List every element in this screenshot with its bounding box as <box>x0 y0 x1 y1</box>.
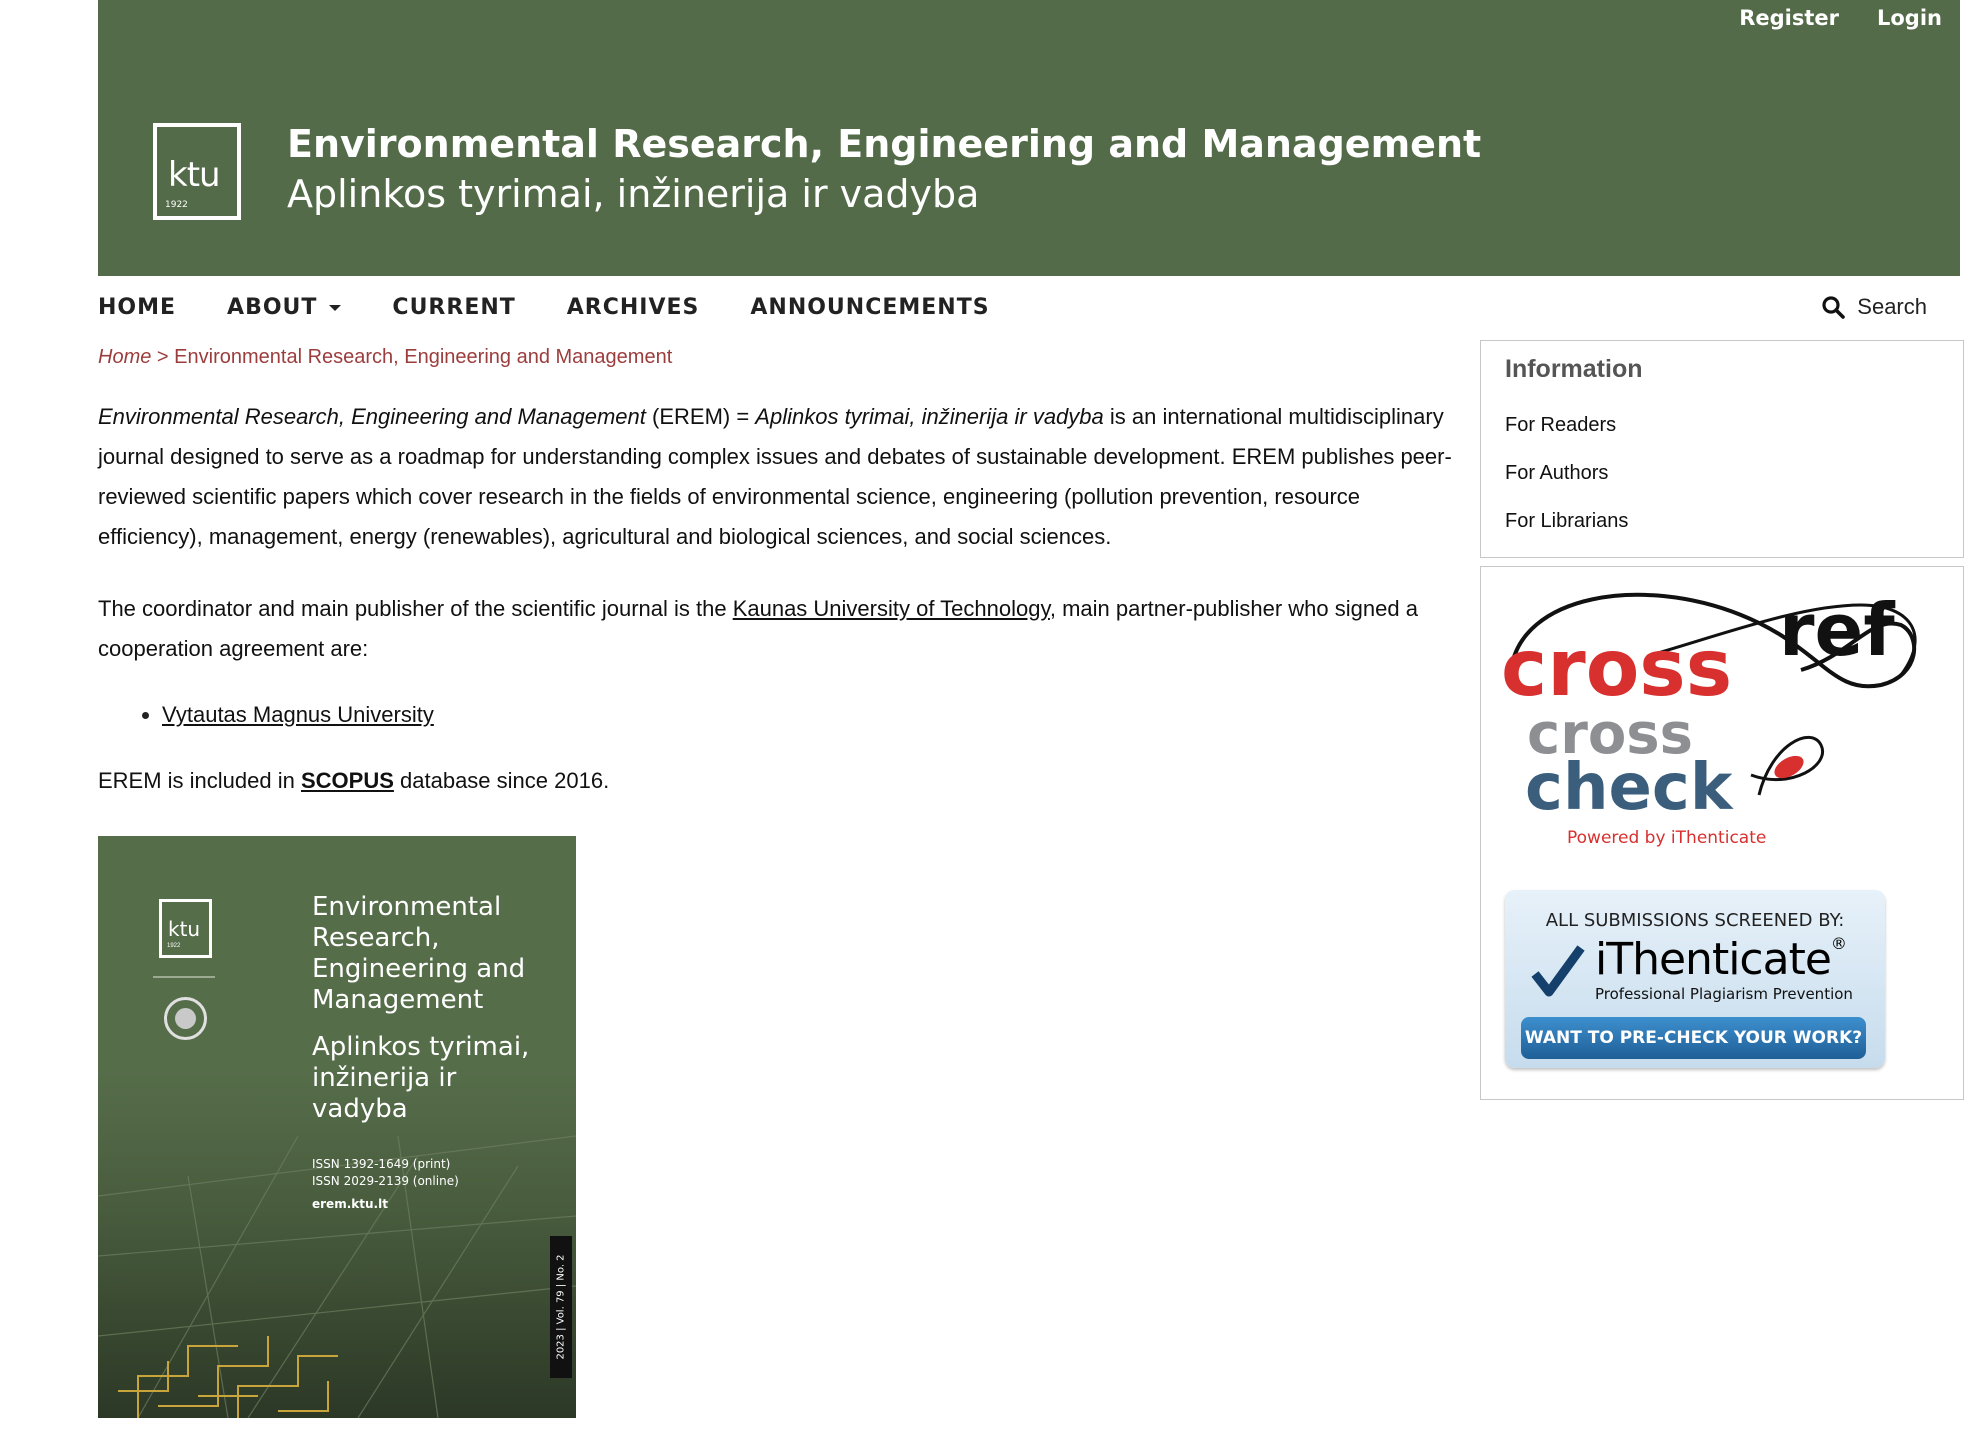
cover-logo-year: 1922 <box>167 943 181 949</box>
breadcrumb-separator: > <box>156 346 169 368</box>
scopus-text-after: database since 2016. <box>393 768 610 793</box>
scopus-paragraph <box>98 761 1458 801</box>
site-title-lt: Aplinkos tyrimai, inžinerija ir vadyba <box>287 172 980 216</box>
cover-title-line: inžinerija ir <box>312 1063 457 1093</box>
for-authors-link[interactable]: For Authors <box>1505 462 1609 484</box>
sidebar <box>1480 340 1964 1100</box>
powered-by-text: Powered by iThenticate <box>1567 828 1767 848</box>
information-title: Information <box>1505 355 1643 383</box>
journal-description <box>98 397 1458 557</box>
ithenticate-brand <box>1595 934 1846 985</box>
cover-title-en <box>312 892 529 1016</box>
cover-title-line: Engineering and <box>312 954 526 984</box>
information-block <box>1480 340 1964 558</box>
logo-text: ktu <box>168 155 220 195</box>
journal-description-text: is an international multidisciplinary journal designed to serve as a roadmap for understanding complex issues and debates of sustainable development. EREM publishes peer-reviewed scientific papers which cover research in the fields of environmental science, engineering (pollution prevention, resource efficiency), management, energy (renewables), agricultural and biological sciences, and social sciences. <box>98 404 1452 549</box>
list-item <box>1505 461 1628 485</box>
ithenticate-badge[interactable] <box>1505 890 1885 1090</box>
vmu-link[interactable]: Vytautas Magnus University <box>162 702 434 727</box>
crossref-ref-text: ref <box>1779 588 1895 672</box>
list-item <box>162 695 1458 735</box>
crossref-cross-text: cross <box>1501 624 1733 714</box>
cover-volume-label: 2023 | Vol. 79 | No. 2 <box>555 1254 567 1360</box>
ktu-logo[interactable] <box>153 123 241 220</box>
precheck-button-label: WANT TO PRE-CHECK YOUR WORK? <box>1524 1028 1863 1048</box>
cover-volume-strip <box>550 1236 572 1378</box>
site-header <box>98 0 1960 276</box>
scopus-text-before: EREM is included in <box>98 768 301 793</box>
badges-block <box>1480 566 1964 1100</box>
search-label: Search <box>1857 294 1927 319</box>
nav-archives[interactable]: ARCHIVES <box>566 295 700 320</box>
journal-abbr: (EREM) = <box>645 404 756 429</box>
publisher-text-before: The coordinator and main publisher of the scientific journal is the <box>98 596 733 621</box>
breadcrumb-home[interactable]: Home <box>98 346 152 368</box>
search-icon <box>1821 295 1845 319</box>
ktu-link[interactable]: Kaunas University of Technology <box>732 596 1050 621</box>
cover-title-line: Aplinkos tyrimai, <box>312 1032 530 1062</box>
precheck-button[interactable] <box>1521 1017 1866 1090</box>
scopus-link[interactable]: SCOPUS <box>300 768 394 793</box>
publisher-text-after: , main partner-publisher who signed a cooperation agreement are: <box>98 596 1418 661</box>
cover-issn-info <box>312 1156 459 1213</box>
site-title[interactable] <box>287 122 1481 216</box>
cover-ktu-logo <box>159 899 212 958</box>
journal-cover-image[interactable] <box>98 836 576 1418</box>
cover-issn-online: ISSN 2029-2139 (online) <box>312 1174 459 1188</box>
cover-url: erem.ktu.lt <box>312 1197 388 1211</box>
university-seal-icon <box>164 997 207 1040</box>
ithenticate-screened-text: ALL SUBMISSIONS SCREENED BY: <box>1545 910 1845 931</box>
cover-issn-print: ISSN 1392-1649 (print) <box>312 1157 451 1171</box>
caret-down-icon <box>329 305 341 311</box>
journal-title-lt: Aplinkos tyrimai, inžinerija ir vadyba <box>755 404 1104 429</box>
ithenticate-brand-text: iThenticate <box>1595 934 1831 985</box>
crosscheck-cross-text: cross <box>1527 702 1693 767</box>
main-content <box>98 340 1458 801</box>
crossref-crosscheck-logo[interactable] <box>1501 575 1941 865</box>
cover-title-lt <box>312 1032 529 1125</box>
list-item <box>1505 509 1628 533</box>
register-link[interactable]: Register <box>1739 6 1839 30</box>
nav-about[interactable] <box>227 295 341 320</box>
breadcrumb-current: Environmental Research, Engineering and Management <box>174 346 673 368</box>
cover-title <box>312 892 529 1125</box>
crosscheck-check-text: check <box>1525 751 1733 825</box>
cover-title-line: Environmental <box>312 892 502 922</box>
cover-title-line: vadyba <box>312 1094 408 1124</box>
breadcrumb <box>98 346 1458 369</box>
double-chevron-right-icon: » <box>1688 1070 1699 1090</box>
cover-logo-text: ktu <box>168 917 201 941</box>
checkmark-icon <box>1531 944 1585 1002</box>
search-link[interactable] <box>1821 294 1927 320</box>
login-link[interactable]: Login <box>1877 6 1942 30</box>
nav-about-label: ABOUT <box>227 295 318 320</box>
publisher-paragraph <box>98 589 1458 669</box>
nav-announcements[interactable]: ANNOUNCEMENTS <box>750 295 990 320</box>
for-librarians-link[interactable]: For Librarians <box>1505 510 1629 532</box>
nav-home[interactable]: HOME <box>98 295 177 320</box>
logo-year: 1922 <box>165 200 188 210</box>
for-readers-link[interactable]: For Readers <box>1505 414 1617 436</box>
registered-mark: ® <box>1830 934 1846 953</box>
user-nav <box>1739 6 1942 30</box>
partners-list <box>98 695 1458 735</box>
site-title-en: Environmental Research, Engineering and Management <box>287 122 1482 166</box>
ithenticate-subtitle: Professional Plagiarism Prevention <box>1595 985 1853 1003</box>
cover-title-line: Management <box>312 985 484 1015</box>
nav-current[interactable]: CURRENT <box>392 295 516 320</box>
list-item <box>1505 413 1628 437</box>
primary-nav <box>98 276 1960 340</box>
journal-title-en: Environmental Research, Engineering and Management <box>98 404 646 429</box>
cover-title-line: Research, <box>312 923 440 953</box>
cover-divider <box>153 976 215 978</box>
